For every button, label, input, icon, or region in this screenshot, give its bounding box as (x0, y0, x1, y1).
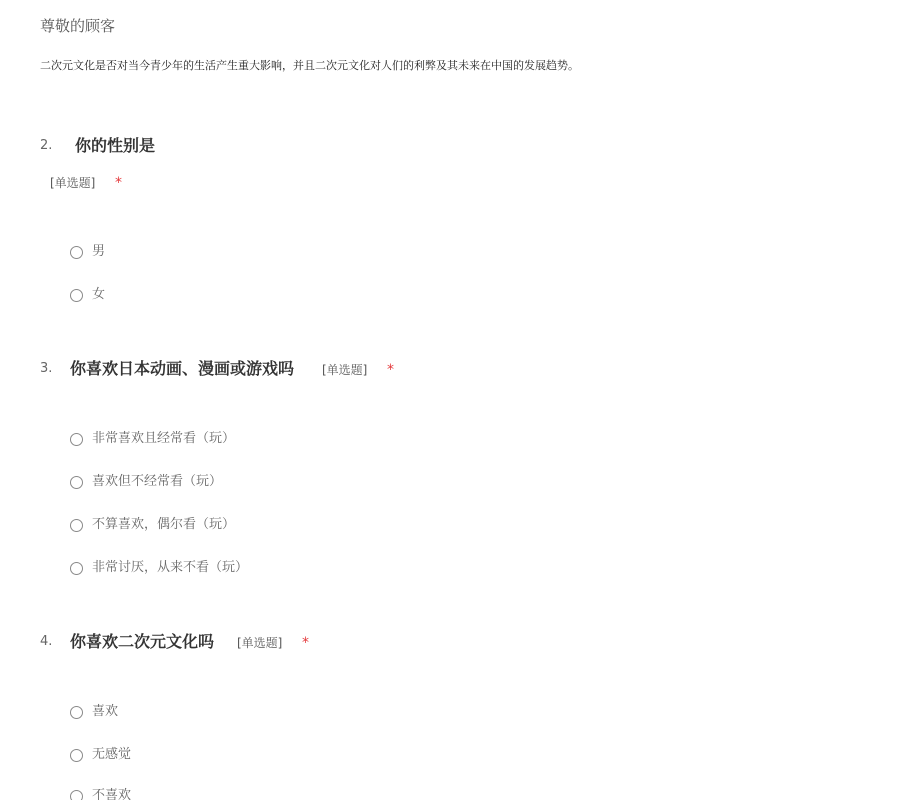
question-title: 你喜欢二次元文化吗 (70, 632, 215, 651)
option-label: 不喜欢 (92, 788, 132, 800)
option-label: 无感觉 (92, 747, 132, 762)
option-like-not-often[interactable] (70, 472, 222, 492)
question-title: 你的性别是 (75, 136, 156, 155)
radio-button[interactable] (70, 289, 83, 302)
survey-intro: 二次元文化是否对当今青少年的生活产生重大影响，并且二次元文化对人们的利弊及其未来在中国的发展趋势。 (40, 59, 579, 72)
option-indifferent[interactable] (70, 745, 131, 765)
radio-button[interactable] (70, 476, 83, 489)
radio-button[interactable] (70, 433, 83, 446)
option-dislike[interactable] (70, 786, 131, 800)
radio-button[interactable] (70, 790, 83, 800)
option-male[interactable] (70, 242, 105, 262)
radio-button[interactable] (70, 519, 83, 532)
question-number: 3. (40, 361, 53, 376)
question-type-label: [单选题] (50, 176, 96, 190)
question-type-label: [单选题] (237, 636, 283, 650)
required-mark: * (302, 635, 309, 651)
question-type-label: [单选题] (322, 363, 368, 377)
radio-button[interactable] (70, 706, 83, 719)
option-label: 非常讨厌，从来不看（玩） (92, 560, 249, 575)
option-label: 喜欢 (92, 704, 119, 719)
option-like[interactable] (70, 702, 118, 722)
option-label: 非常喜欢且经常看（玩） (92, 431, 236, 446)
radio-button[interactable] (70, 562, 83, 575)
option-occasionally[interactable] (70, 515, 235, 535)
option-label: 不算喜欢，偶尔看（玩） (92, 517, 236, 532)
question-title: 你喜欢日本动画、漫画或游戏吗 (70, 359, 295, 378)
required-mark: * (387, 362, 394, 378)
option-hate-never[interactable] (70, 558, 248, 578)
option-love-often[interactable] (70, 429, 235, 449)
option-female[interactable] (70, 285, 105, 305)
question-number: 4. (40, 634, 53, 649)
option-label: 喜欢但不经常看（玩） (92, 474, 223, 489)
radio-button[interactable] (70, 749, 83, 762)
required-mark: * (115, 175, 122, 191)
option-label: 男 (92, 244, 106, 259)
radio-button[interactable] (70, 246, 83, 259)
question-number: 2. (40, 138, 53, 153)
greeting-text: 尊敬的顾客 (40, 17, 116, 35)
option-label: 女 (92, 287, 106, 302)
